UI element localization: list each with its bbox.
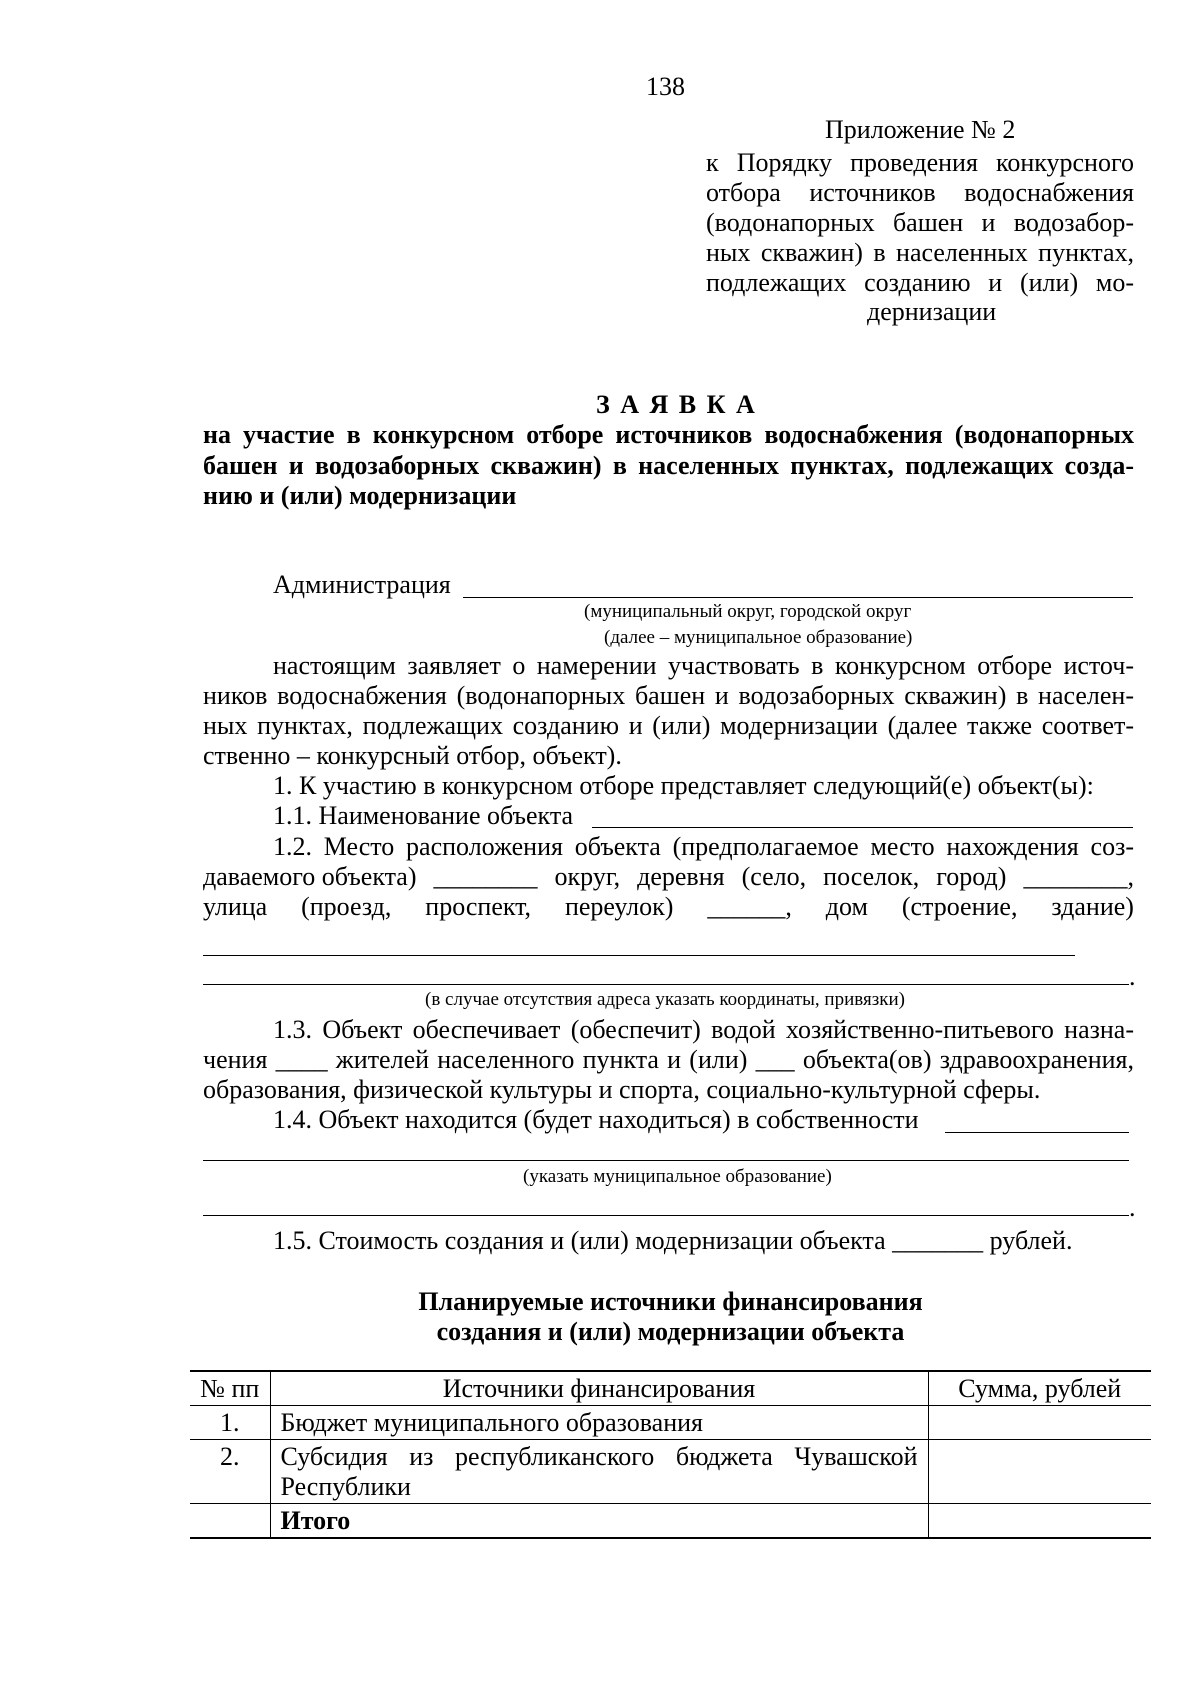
header-cell-num: № пп (190, 1371, 270, 1406)
row-source: Бюджет муниципального образования (270, 1406, 928, 1440)
blank: ________, (1023, 862, 1134, 891)
text: даваемого объекта) (203, 862, 417, 891)
financing-title: создания и (или) модернизации объекта (436, 1317, 905, 1346)
owner-blank-line (203, 1160, 1129, 1161)
row-source: Субсидия из республиканского бюджета Чувашской Республики (270, 1440, 928, 1504)
application-subtitle-line: башен и водозаборных скважин) в населенных пунктах, подлежащих созда- (203, 451, 1134, 480)
total-label: Итого (270, 1504, 928, 1539)
appendix-line: отбора источников водоснабжения (706, 178, 1134, 207)
text: здание) (1051, 892, 1134, 921)
text: (село, (741, 862, 807, 891)
row-sum (928, 1406, 1151, 1440)
admin-hint: (далее – муниципальное образование) (604, 627, 913, 648)
item-1-5: 1.5. Стоимость создания и (или) модернизации объекта _______ рублей. (273, 1226, 1073, 1255)
address-period: . (1129, 962, 1136, 991)
row-num: 1. (190, 1406, 270, 1440)
text: округ, (554, 862, 621, 891)
text: проспект, (425, 892, 532, 921)
financing-table (190, 1370, 1151, 1539)
appendix-line: дернизации (867, 297, 997, 326)
row-num: 2. (190, 1440, 270, 1504)
item-1-3-line: 1.3. Объект обеспечивает (обеспечит) водой хозяйственно-питьевого назна- (273, 1015, 1134, 1044)
blank: ________ (433, 862, 538, 891)
row-sum (928, 1440, 1151, 1504)
admin-blank-line (463, 597, 1133, 598)
item-1-2-line: 1.2. Место расположения объекта (предполагаемое место нахождения соз- (273, 832, 1134, 861)
application-subtitle-line: на участие в конкурсном отборе источников водоснабжения (водонапорных (203, 420, 1134, 449)
owner-hint: (указать муниципальное образование) (523, 1166, 832, 1187)
item-1-2-line (203, 892, 1134, 922)
item-1: 1. К участию в конкурсном отборе представляет следующий(е) объект(ы): (273, 771, 1094, 800)
table-row (190, 1406, 1151, 1440)
owner-blank-line (945, 1132, 1129, 1133)
appendix-line: (водонапорных башен и водозабор- (706, 208, 1134, 237)
text: (строение, (901, 892, 1018, 921)
admin-label: Администрация (273, 570, 451, 599)
item-1-1: 1.1. Наименование объекта (273, 801, 574, 830)
appendix-title: Приложение № 2 (825, 115, 1016, 144)
item-1-3-line: образования, физической культуры и спорта, социально-культурной сферы. (203, 1075, 1041, 1104)
blank: ______, (707, 892, 792, 921)
address-blank-line (203, 984, 1129, 985)
text: переулок) (564, 892, 674, 921)
appendix-line: к Порядку проведения конкурсного (706, 148, 1134, 177)
application-subtitle-line: нию и (или) модернизации (203, 481, 517, 510)
header-cell-source: Источники финансирования (270, 1371, 928, 1406)
address-blank-line (203, 955, 1075, 956)
page-number: 138 (646, 72, 685, 101)
table-header-row (190, 1371, 1151, 1406)
text: город) (936, 862, 1007, 891)
admin-hint: (муниципальный округ, городской округ (584, 601, 912, 622)
item-1-3-line: чения ____ жителей населенного пункта и (или) ___ объекта(ов) здравоохранения, (203, 1045, 1134, 1074)
financing-title: Планируемые источники финансирования (418, 1287, 923, 1316)
header-cell-sum: Сумма, рублей (928, 1371, 1151, 1406)
table-row (190, 1440, 1151, 1504)
text: (проезд, (301, 892, 392, 921)
application-title: З А Я В К А (596, 390, 757, 419)
text: улица (203, 892, 268, 921)
owner-period: . (1129, 1193, 1136, 1222)
total-num (190, 1504, 270, 1539)
total-sum (928, 1504, 1151, 1539)
intro-line: ников водоснабжения (водонапорных башен и водозаборных скважин) в населен- (203, 681, 1134, 710)
object-name-blank (592, 827, 1133, 828)
appendix-line: подлежащих созданию и (или) мо- (706, 268, 1134, 297)
intro-line: ственно – конкурсный отбор, объект). (203, 741, 622, 770)
text: дом (825, 892, 868, 921)
intro-line: настоящим заявляет о намерении участвовать в конкурсном отборе источ- (273, 651, 1134, 680)
item-1-4: 1.4. Объект находится (будет находиться) в собственности (273, 1105, 919, 1134)
address-hint: (в случае отсутствия адреса указать координаты, привязки) (425, 989, 905, 1010)
text: деревня (637, 862, 725, 891)
owner-blank-line (203, 1215, 1129, 1216)
appendix-line: ных скважин) в населенных пунктах, (706, 238, 1134, 267)
intro-line: ных пунктах, подлежащих созданию и (или) модернизации (далее также соответ- (203, 711, 1134, 740)
item-1-2-line (203, 862, 1134, 892)
text: поселок, (823, 862, 920, 891)
table-total-row (190, 1504, 1151, 1539)
